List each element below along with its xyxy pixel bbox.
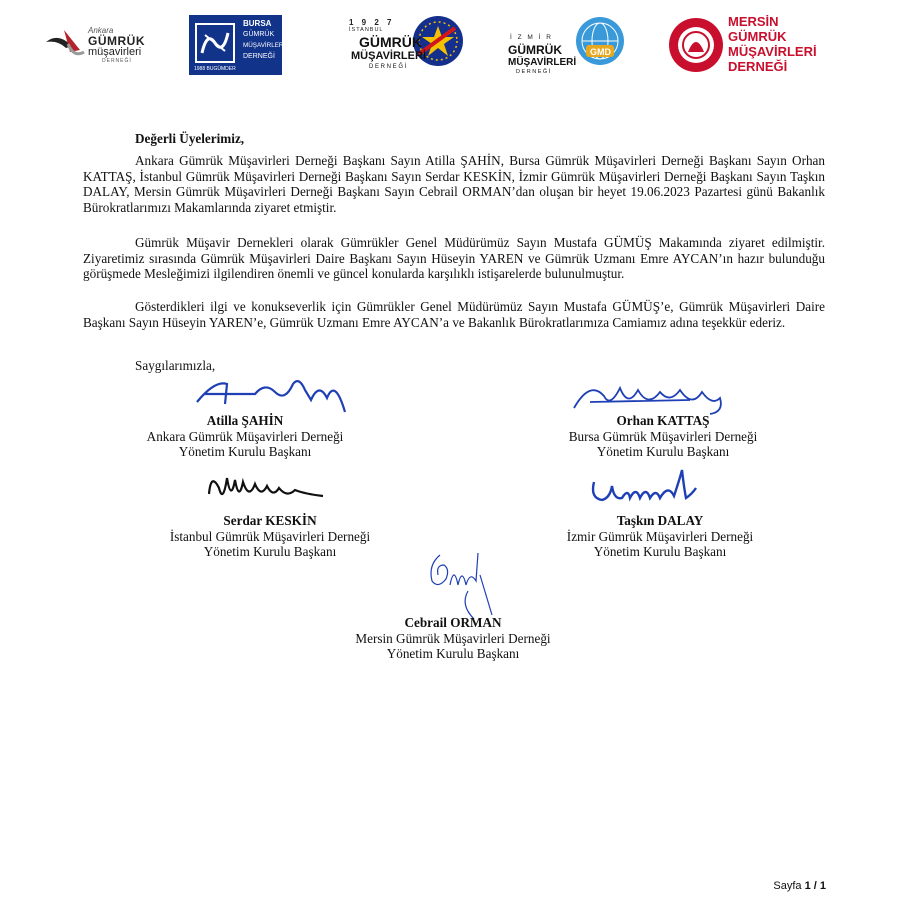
izmir-logo-line1: GÜMRÜK (508, 43, 562, 57)
signatory-1-org: Ankara Gümrük Müşavirleri Derneği (146, 428, 344, 444)
signature-cebrail-orman (420, 545, 510, 625)
istanbul-logo-line2: MÜŞAVİRLERİ (351, 50, 426, 62)
paragraph-2-block (83, 235, 825, 282)
signatory-4-name: Taşkın DALAY (616, 513, 704, 528)
mersin-logo-line1: MERSİN (728, 14, 779, 29)
page-number-footer (773, 880, 826, 892)
izmir-logo-badge: GMD (590, 47, 611, 57)
bursa-logo-line1: BURSA (243, 19, 272, 28)
ankara-logo-word3: DERNEĞİ (102, 58, 132, 64)
signatory-5-title: Yönetim Kurulu Başkanı (386, 646, 520, 661)
signatory-1-title: Yönetim Kurulu Başkanı (178, 444, 312, 459)
ankara-logo-word2: müşavirleri (88, 46, 142, 58)
mersin-logo-line2: GÜMRÜK (728, 29, 787, 44)
mersin-association-logo (668, 14, 817, 78)
ankara-logo-city: Ankara (88, 26, 114, 35)
signatory-3-name: Serdar KESKİN (223, 513, 317, 528)
signatory-2-name: Orhan KATTAŞ (616, 413, 710, 428)
istanbul-association-logo (347, 14, 467, 74)
letter-paragraph-3: Gösterdikleri ilgi ve konukseverlik için Gümrükler Genel Müdürümüz Sayın Mustafa GÜMÜŞ’e, Gümrük Müşavirleri Daire Başkanı Sayın Hüseyin YAREN’e, Gümrük Uzmanı Emre AYCAN’a ve Bakanlık Bürokratlarımıza Camiamız adına teşekkür ederiz. (83, 299, 825, 330)
letter-paragraph-1: Ankara Gümrük Müşavirleri Derneği Başkanı Sayın Atilla ŞAHİN, Bursa Gümrük Müşavirleri Derneği Başkanı Sayın Orhan KATTAŞ, İstanbul Gümrük Müşavirleri Derneği Başkanı Sayın Serdar KESKİN, İzmir Gümrük Müşavirleri Derneği Başkanı Sayın Taşkın DALAY, Mersin Gümrük Müşavirleri Derneği Başkanı Sayın Cebrail ORMAN’dan oluşan bir heyet 19.06.2023 Pazartesi günü Bakanlık Bürokratlarımızı Makamlarında ziyaret etmiştir. (83, 153, 825, 215)
signatory-5-name: Cebrail ORMAN (404, 615, 502, 630)
signatory-5-org: Mersin Gümrük Müşavirleri Derneği (355, 630, 551, 646)
signatory-4-title: Yönetim Kurulu Başkanı (593, 544, 727, 559)
bursa-logo-line4: DERNEĞİ (243, 53, 275, 60)
signature-taskin-dalay (588, 468, 708, 513)
istanbul-logo-year: 1 9 2 7 (349, 18, 395, 27)
signatory-3-title: Yönetim Kurulu Başkanı (203, 544, 337, 559)
page-number: 1 / 1 (804, 880, 826, 892)
bursa-association-logo (189, 15, 286, 75)
signatory-2-org: Bursa Gümrük Müşavirleri Derneği (568, 428, 758, 444)
signatory-block-3 (115, 513, 425, 560)
bursa-emblem-icon (193, 21, 237, 65)
izmir-logo-line3: D E R N E Ğ İ (516, 69, 551, 75)
izmir-logo-line2: MÜŞAVİRLERİ (508, 57, 577, 68)
mersin-seal-icon (668, 14, 724, 76)
letter-greeting: Değerli Üyelerimiz, (135, 131, 245, 146)
signatory-4-org: İzmir Gümrük Müşavirleri Derneği (566, 528, 754, 544)
signatory-block-5 (298, 615, 608, 662)
signatory-1-name: Atilla ŞAHİN (206, 413, 284, 428)
signatory-block-1 (90, 413, 400, 460)
signature-orhan-kattas (570, 378, 730, 418)
izmir-logo-city: İ Z M İ R (510, 34, 553, 41)
paragraph-3-block (83, 299, 825, 330)
mersin-logo-line4: DERNEĞİ (728, 59, 788, 74)
istanbul-logo-city: İSTANBUL (349, 27, 384, 33)
izmir-association-logo (508, 15, 633, 75)
signature-atilla-sahin (195, 372, 355, 417)
signatory-block-4 (505, 513, 815, 560)
mersin-logo-line3: MÜŞAVİRLERİ (728, 44, 817, 59)
letter-paragraph-2: Gümrük Müşavir Dernekleri olarak Gümrükler Genel Müdürümüz Sayın Mustafa GÜMÜŞ Makamında ziyaret edilmiştir. Ziyaretimiz sırasında Gümrük Müşavirleri Daire Başkanı Sayın Hüseyin YAREN ve Gümrük Uzmanı Emre AYCAN’ın hazır bulunduğu görüşmede Mesleğimizi ilgilendiren önemli ve güncel konularda karşılıklı istişarelerde bulunulmuştur. (83, 235, 825, 282)
izmir-globe-emblem-icon (574, 15, 626, 67)
istanbul-logo-line1: GÜMRÜK (359, 34, 422, 50)
bursa-logo-line2: GÜMRÜK (243, 31, 275, 38)
signatory-2-title: Yönetim Kurulu Başkanı (596, 444, 730, 459)
bursa-logo-line3: MÜŞAVİRLERİ (243, 42, 286, 49)
istanbul-logo-line3: D E R N E Ğ İ (369, 64, 407, 70)
signature-serdar-keskin (205, 468, 335, 508)
signatory-block-2 (508, 413, 818, 460)
signatory-3-org: İstanbul Gümrük Müşavirleri Derneği (169, 528, 371, 544)
page-label: Sayfa (773, 880, 802, 892)
ankara-logo-word1: GÜMRÜK (88, 34, 145, 48)
ankara-association-logo (44, 22, 154, 72)
letter-closing: Saygılarımızla, (135, 358, 216, 373)
paragraph-1-block (83, 153, 825, 215)
bursa-logo-badge: 1988 BUGÜMDER (194, 66, 236, 72)
